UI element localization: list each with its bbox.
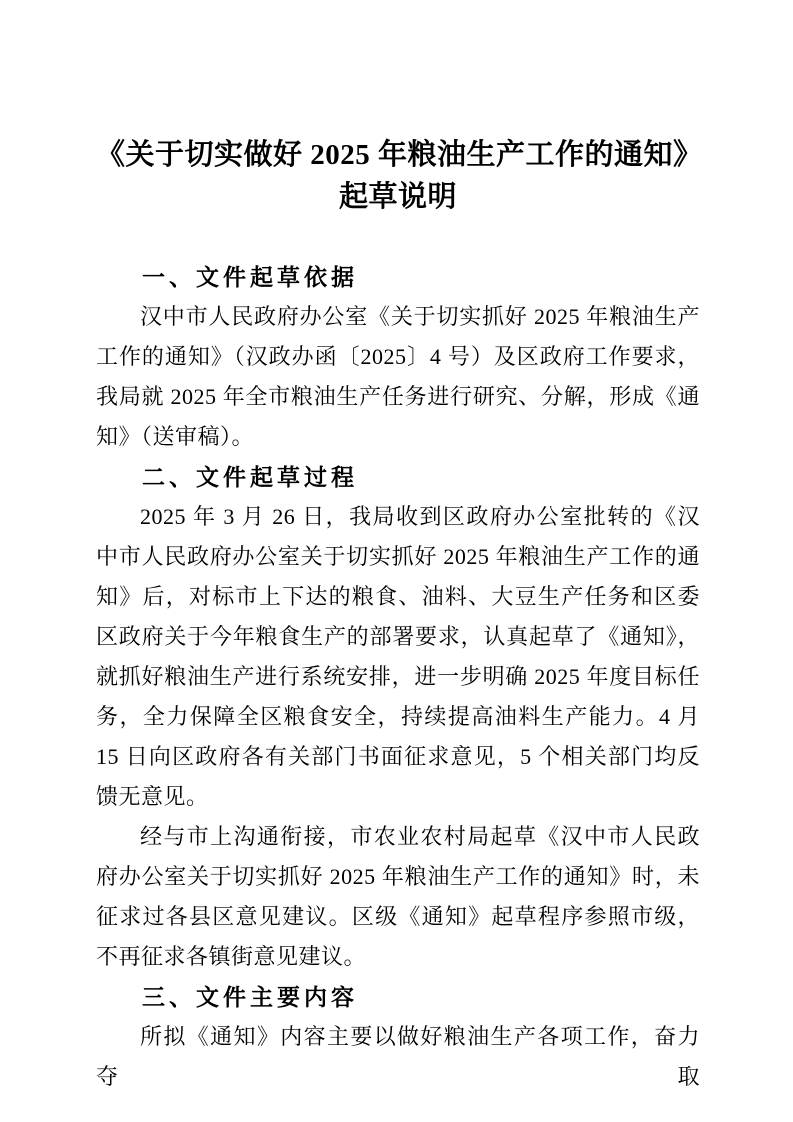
- section-heading-basis: 一、文件起草依据: [142, 264, 358, 290]
- document-title-line2: 起草说明: [338, 181, 457, 213]
- section-heading-process: 二、文件起草过程: [142, 464, 358, 490]
- document-title: [96, 134, 703, 218]
- paragraph-basis-1: 汉中市人民政府办公室《关于切实抓好 2025 年粮油生产工作的通知》（汉政办函〔2025〕4 号）及区政府工作要求，我局就 2025 年全市粮油生产任务进行研究、分解，形成《通知》（送审稿）。: [96, 304, 700, 449]
- section-heading-content: 三、文件主要内容: [142, 984, 358, 1010]
- paragraph-process-1: 2025 年 3 月 26 日，我局收到区政府办公室批转的《汉中市人民政府办公室关于切实抓好 2025 年粮油生产工作的通知》后，对标市上下达的粮食、油料、大豆生产任务和区委区政府关于今年粮食生产的部署要求，认真起草了《通知》，就抓好粮油生产进行系统安排，进一步明确 2025 年度目标任务，全力保障全区粮食安全，持续提高油料生产能力。4 月 15 日向区政府各有关部门书面征求意见，5 个相关部门均反馈无意见。: [96, 504, 700, 809]
- paragraph-process-2: 经与市上沟通衔接，市农业农村局起草《汉中市人民政府办公室关于切实抓好 2025 年粮油生产工作的通知》时，未征求过各县区意见建议。区级《通知》起草程序参照市级，不再征求各镇街意见建议。: [96, 824, 700, 969]
- paragraph-content-1: 所拟《通知》内容主要以做好粮油生产各项工作，奋力夺取: [96, 1024, 700, 1089]
- document-title-line1: 《关于切实做好 2025 年粮油生产工作的通知》: [96, 139, 703, 171]
